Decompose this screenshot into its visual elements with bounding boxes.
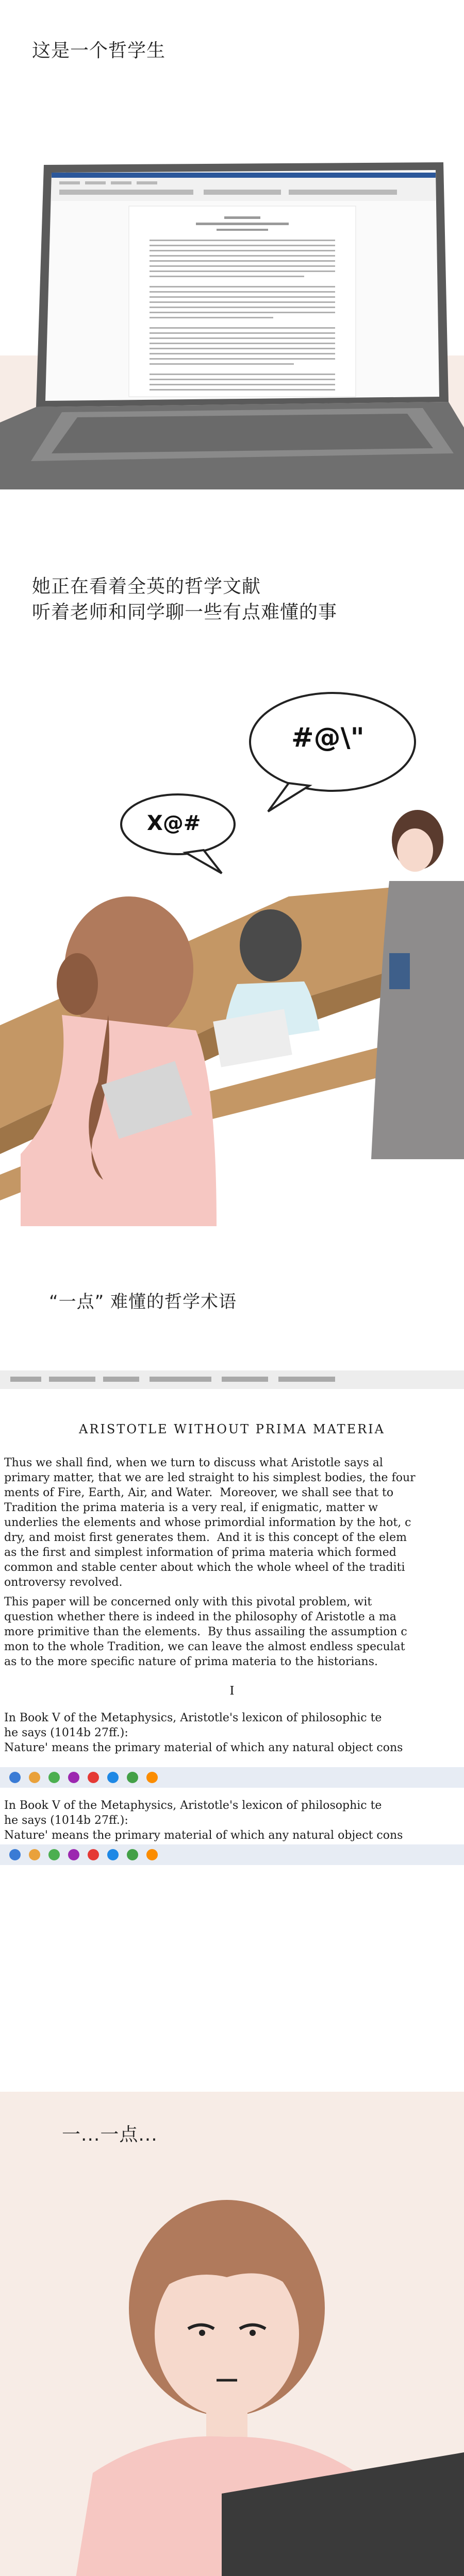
document-paragraph-3-repeat: In Book V of the Metaphysics, Aristotle's lexicon of philosophic te he says (1014b 27ff.): Nature' means the primary material of which any natural object cons [4,1799,403,1842]
panel-terms [0,1226,464,2092]
app-icon[interactable] [9,1772,21,1783]
app-icon[interactable] [146,1849,158,1860]
caption-reading-line2: 听着老师和同学聊一些有点难懂的事 [32,602,338,623]
document-paragraph-3: In Book V of the Metaphysics, Aristotle's lexicon of philosophic te he says (1014b 27ff.): Nature' means the primary material of which any natural object cons [4,1711,403,1755]
confused-student-illustration [0,2092,464,2576]
document-title: ARISTOTLE WITHOUT PRIMA MATERIA [79,1422,385,1436]
app-icon[interactable] [146,1772,158,1783]
panel-intro [0,0,464,489]
app-icon[interactable] [107,1772,119,1783]
taskbar-2 [0,1844,464,1865]
app-icon[interactable] [9,1849,21,1860]
taskbar-1 [0,1767,464,1788]
app-icon[interactable] [127,1849,138,1860]
app-icon[interactable] [48,1849,60,1860]
app-icon[interactable] [68,1849,79,1860]
panel-confused [0,2092,464,2576]
app-icon[interactable] [29,1849,40,1860]
laptop-illustration [0,0,464,489]
caption-confused: 一...一点... [62,2124,158,2145]
panel-reading [0,489,464,1226]
app-icon[interactable] [48,1772,60,1783]
app-icon[interactable] [127,1772,138,1783]
caption-intro: 这是一个哲学生 [32,40,166,61]
document-view [0,1370,464,2092]
app-icon[interactable] [29,1772,40,1783]
app-icon[interactable] [88,1849,99,1860]
speech-bubble-right-text: #@\" [291,722,364,753]
classroom-illustration [0,489,464,1226]
document-paragraph-2: This paper will be concerned only with this pivotal problem, wit question whether there is indeed in the philosophy of Aristotle a ma more primitive than the elements. By thus assailing the assumption c mon to the whole Tradition, we can leave the almost endless speculat as to the more specific nature of prima materia to the historians. [4,1596,407,1669]
caption-terms: “一点” 难懂的哲学术语 [49,1292,237,1312]
document-paragraph-1: Thus we shall find, when we turn to discuss what Aristotle says al primary matter, that we are led straight to his simplest bodies, the four ments of Fire, Earth, Air, and Water. Moreover, we shall see that to Tradition the prima materia is a very real, if enigmatic, matter w underlies the elements and whose primordial information by the hot, c dry, and moist first generates them. And it is this concept of the elem as the first and simplest information of prima materia which formed common and stable center about which the whole wheel of the traditi ontroversy revolved. [4,1456,416,1589]
app-icon[interactable] [107,1849,119,1860]
caption-reading-line1: 她正在看着全英的哲学文献 [32,576,261,597]
app-icon[interactable] [68,1772,79,1783]
speech-bubble-left-text: X@# [147,811,201,835]
document-toolbar [0,1370,464,1389]
app-icon[interactable] [88,1772,99,1783]
section-numeral: I [229,1685,235,1698]
